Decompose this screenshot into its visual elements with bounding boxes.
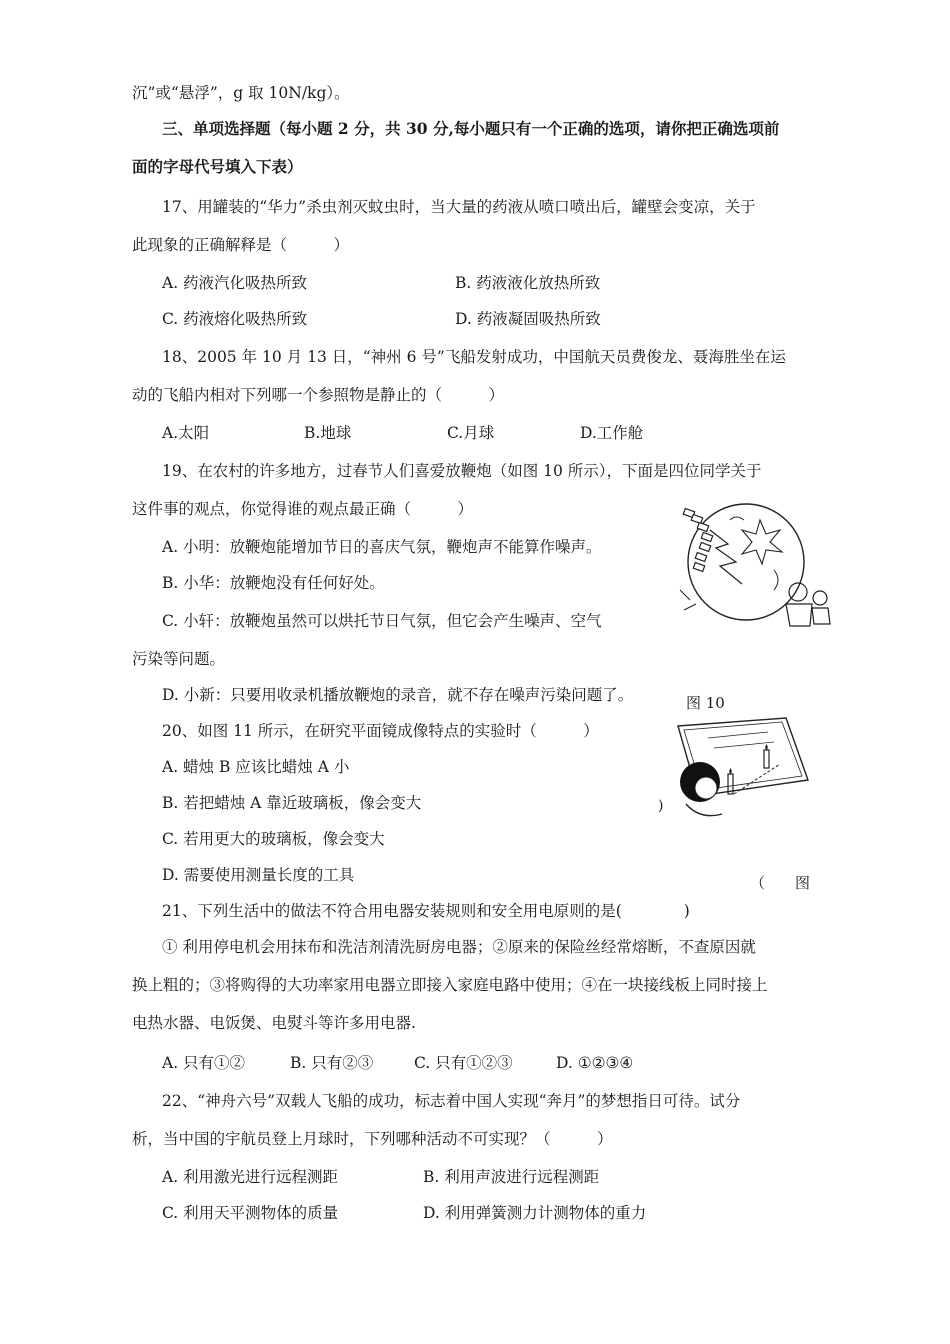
- question-20: 20、如图 11 所示，在研究平面镜成像特点的实验时（ ）: [162, 722, 599, 740]
- option-17-a: A. 药液汽化吸热所致: [162, 274, 308, 292]
- figure-10-firecracker-illustration: [670, 500, 838, 628]
- question-21-items-cont2: 电热水器、电饭煲、电熨斗等许多用电器.: [132, 1014, 416, 1032]
- option-19-b: B. 小华：放鞭炮没有任何好处。: [162, 574, 385, 592]
- option-19-c: C. 小轩：放鞭炮虽然可以烘托节日气氛，但它会产生噪声、空气: [162, 612, 602, 630]
- option-19-c-cont: 污染等问题。: [132, 650, 226, 668]
- option-20-d: D. 需要使用测量长度的工具: [162, 866, 355, 884]
- question-21-items-cont: 换上粗的；③将购得的大功率家用电器立即接入家庭电路中使用；④在一块接线板上同时接上: [132, 976, 768, 994]
- option-17-c: C. 药液熔化吸热所致: [162, 310, 308, 328]
- option-20-b: B. 若把蜡烛 A 靠近玻璃板，像会变大: [162, 794, 422, 812]
- option-18-b: B.地球: [304, 424, 352, 442]
- question-18: 18、2005 年 10 月 13 日，“神州 6 号”飞船发射成功，中国航天员费俊龙、聂海胜坐在运: [162, 348, 786, 366]
- option-20-c: C. 若用更大的玻璃板，像会变大: [162, 830, 385, 848]
- figure-11-mirror-experiment: [658, 710, 818, 822]
- option-22-d: D. 利用弹簧测力计测物体的重力: [423, 1204, 647, 1222]
- question-19-cont: 这件事的观点，你觉得谁的观点最正确（ ）: [132, 500, 474, 518]
- question-18-cont: 动的飞船内相对下列哪一个参照物是静止的（ ）: [132, 386, 505, 404]
- section-heading-cont: 面的字母代号填入下表）: [132, 157, 303, 176]
- section-heading: 三、单项选择题（每小题 2 分，共 30 分,每小题只有一个正确的选项，请你把正确选项前: [162, 119, 780, 138]
- option-20-a: A. 蜡烛 B 应该比蜡烛 A 小: [162, 758, 350, 776]
- option-18-a: A.太阳: [162, 424, 210, 442]
- option-21-b: B. 只有②③: [290, 1054, 374, 1072]
- question-22-cont: 析，当中国的宇航员登上月球时，下列哪种活动不可实现？（ ）: [132, 1130, 613, 1148]
- option-19-a: A. 小明：放鞭炮能增加节日的喜庆气氛，鞭炮声不能算作噪声。: [162, 538, 602, 556]
- figure-10-caption: 图 10: [686, 694, 725, 712]
- question-17-cont: 此现象的正确解释是（ ）: [132, 236, 350, 254]
- question-19: 19、在农村的许多地方，过春节人们喜爱放鞭炮（如图 10 所示），下面是四位同学关于: [162, 462, 762, 480]
- option-17-b: B. 药液液化放热所致: [455, 274, 601, 292]
- text-line: 沉”或“悬浮”，g 取 10N/kg）。: [132, 84, 350, 102]
- figure-11-caption: （ 图: [750, 874, 811, 892]
- question-17: 17、用罐装的“华力”杀虫剂灭蚊虫时，当大量的药液从喷口喷出后，罐壁会变凉，关于: [162, 198, 756, 216]
- option-21-a: A. 只有①②: [162, 1054, 246, 1072]
- question-22: 22、“神舟六号”双载人飞船的成功，标志着中国人实现“奔月”的梦想指日可待。试分: [162, 1092, 741, 1110]
- option-18-d: D.工作舱: [580, 424, 644, 442]
- svg-text:): ): [658, 798, 664, 814]
- question-21-items: ① 利用停电机会用抹布和洗洁剂清洗厨房电器；②原来的保险丝经常熔断，不查原因就: [162, 938, 756, 956]
- option-22-a: A. 利用激光进行远程测距: [162, 1168, 339, 1186]
- question-21: 21、下列生活中的做法不符合用电器安装规则和安全用电原则的是( ): [162, 902, 690, 920]
- option-21-c: C. 只有①②③: [414, 1054, 513, 1072]
- option-22-b: B. 利用声波进行远程测距: [423, 1168, 600, 1186]
- option-17-d: D. 药液凝固吸热所致: [455, 310, 601, 328]
- option-22-c: C. 利用天平测物体的质量: [162, 1204, 339, 1222]
- option-19-d: D. 小新：只要用收录机播放鞭炮的录音，就不存在噪声污染问题了。: [162, 686, 634, 704]
- option-18-c: C.月球: [447, 424, 495, 442]
- option-21-d: D. ①②③④: [556, 1054, 634, 1072]
